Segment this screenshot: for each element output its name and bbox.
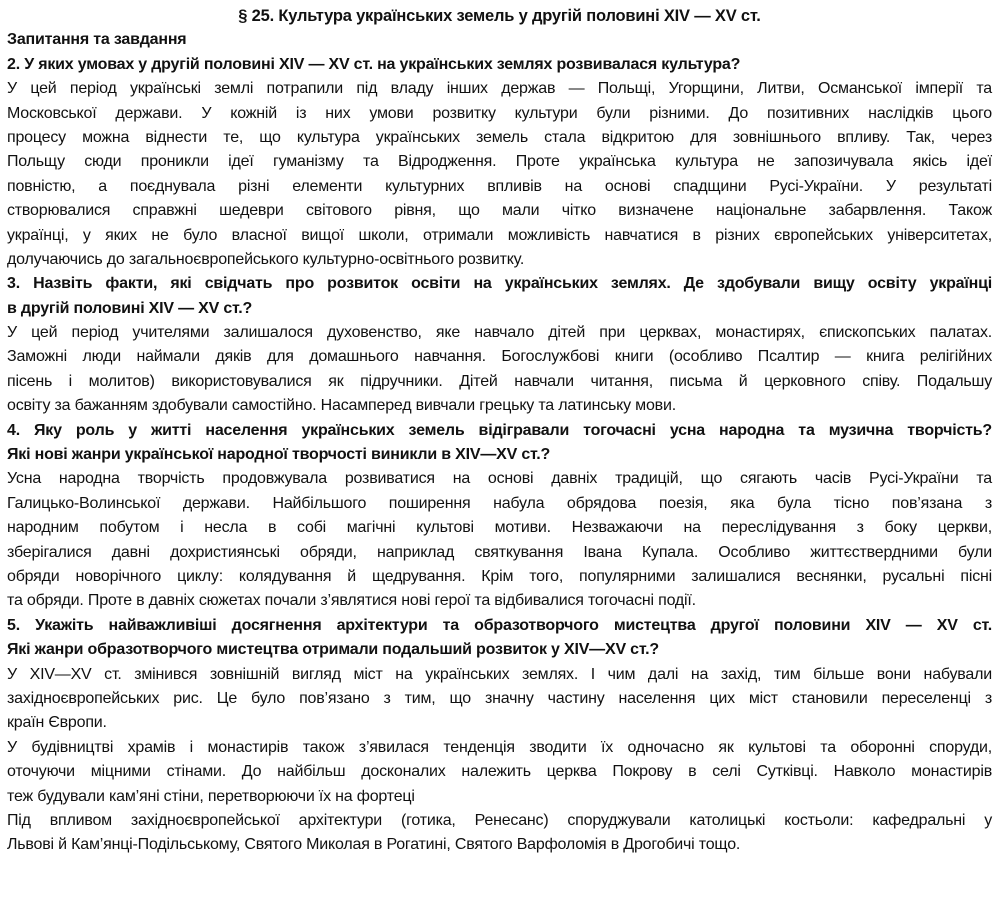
text-line: західноєвропейських рис. Це було пов’язано з тим, що значну частину населення цих міст становили переселенці з <box>7 689 992 707</box>
answer-paragraph <box>7 77 992 272</box>
answer-paragraph <box>7 321 992 419</box>
text-line: та обряди. Проте в давніх сюжетах почали з’являтися нові герої та відбивалися тогочасні події. <box>7 592 696 610</box>
text-line: Галицько-Волинської держави. Найбільшого поширення набула обрядова поезія, яка була тісно пов’язана з <box>7 494 992 512</box>
text-line: пісень і молитов) використовувалися як підручники. Дітей навчали читання, письма й церковного співу. Подальшу <box>7 372 992 390</box>
answer-paragraph <box>7 809 992 858</box>
question <box>7 419 992 468</box>
text-line: У XIV—XV ст. змінився зовнішній вигляд міст на українських землях. І чим далі на захід, тим більше вони набували <box>7 665 992 683</box>
text-line: Які нові жанри української народної творчості виникли в XIV—XV ст.? <box>7 446 551 464</box>
text-line: Львові й Кам’янці-Подільському, Святого Миколая в Рогатині, Святого Варфоломія в Дрогобичі тощо. <box>7 836 741 854</box>
text-line: 3. Назвіть факти, які свідчать про розвиток освіти на українських землях. Де здобували вищу освіту українці <box>7 275 992 293</box>
text-line: процесу можна віднести те, що культура українських земель стала відкритою для зовнішнього впливу. Так, через <box>7 128 992 146</box>
question <box>7 614 992 663</box>
text-line: освіту за бажанням здобували самостійно. Насамперед вивчали грецьку та латинську мови. <box>7 397 676 415</box>
text-line: теж будували кам’яні стіни, перетворюючи їх на фортеці <box>7 787 415 805</box>
text-line: українці, у яких не було власної вищої школи, отримали можливість навчатися в різних європейських університетах, <box>7 226 992 244</box>
text-line: У будівництві храмів і монастирів також з’явилася тенденція зводити їх одночасно як культові та оборонні споруди, <box>7 738 992 756</box>
document-body <box>7 53 992 858</box>
text-line: Усна народна творчість продовжувала розвиватися на основі давніх традицій, що сягають часів Русі-України та <box>7 470 992 488</box>
question <box>7 53 992 77</box>
text-line: створювалися справжні шедеври світового рівня, що мали чітко визначене національне забарвлення. Також <box>7 202 992 220</box>
text-line: зберігалися давні дохристиянські обряди, наприклад святкування Івана Купала. Особливо життєствердними були <box>7 543 992 561</box>
answer-paragraph <box>7 467 992 613</box>
text-line: оточуючи міцними стінами. До найбільш досконалих належить церква Покрову в селі Сутківці. Навколо монастирів <box>7 763 992 781</box>
text-line: Під впливом західноєвропейської архітектури (готика, Ренесанс) споруджували католицькі костьоли: кафедральні у <box>7 811 992 829</box>
text-line: Польщу сюди проникли ідеї гуманізму та Відродження. Проте українська культура не запозичувала якісь ідеї <box>7 153 992 171</box>
text-line: країн Європи. <box>7 714 107 732</box>
text-line: Заможні люди наймали дяків для домашнього навчання. Богослужбові книги (особливо Псалтир — книга релігійних <box>7 348 992 366</box>
text-line: Московської держави. У кожній із них умови розвитку культури були різними. До позитивних наслідків цього <box>7 104 992 122</box>
text-line: У цей період українські землі потрапили під владу інших держав — Польщі, Угорщини, Литви, Османської імперії та <box>7 80 992 98</box>
text-line: У цей період учителями залишалося духовенство, яке навчало дітей при церквах, монастирях, єпископських палатах. <box>7 324 992 342</box>
section-heading: Запитання та завдання <box>7 31 187 49</box>
text-line: народним побутом і несла в собі магічні культові мотиви. Незважаючи на переслідування з боку церкви, <box>7 519 992 537</box>
text-line: повністю, а поєднувала різні елементи культурних впливів на основі спадщини Русі-України. У результаті <box>7 177 992 195</box>
text-line: в другій половині XIV — XV ст.? <box>7 299 253 317</box>
answer-paragraph <box>7 663 992 736</box>
page-title: § 25. Культура українських земель у другій половині XIV — XV ст. <box>238 7 761 25</box>
text-line: 2. У яких умовах у другій половині XIV — XV ст. на українських землях розвивалася культура? <box>7 55 741 73</box>
answer-paragraph <box>7 736 992 809</box>
text-line: обряди новорічного циклу: колядування й щедрування. Крім того, популярними залишалися веснянки, русальні пісні <box>7 567 992 585</box>
text-line: 5. Укажіть найважливіші досягнення архітектури та образотворчого мистецтва другої половини XIV — XV ст. <box>7 616 992 634</box>
text-line: долучаючись до загальноєвропейського культурно-освітнього розвитку. <box>7 250 525 268</box>
question <box>7 272 992 321</box>
text-line: 4. Яку роль у житті населення українських земель відігравали тогочасні усна народна та музична творчість? <box>7 421 992 439</box>
text-line: Які жанри образотворчого мистецтва отримали подальший розвиток у XIV—XV ст.? <box>7 641 659 659</box>
